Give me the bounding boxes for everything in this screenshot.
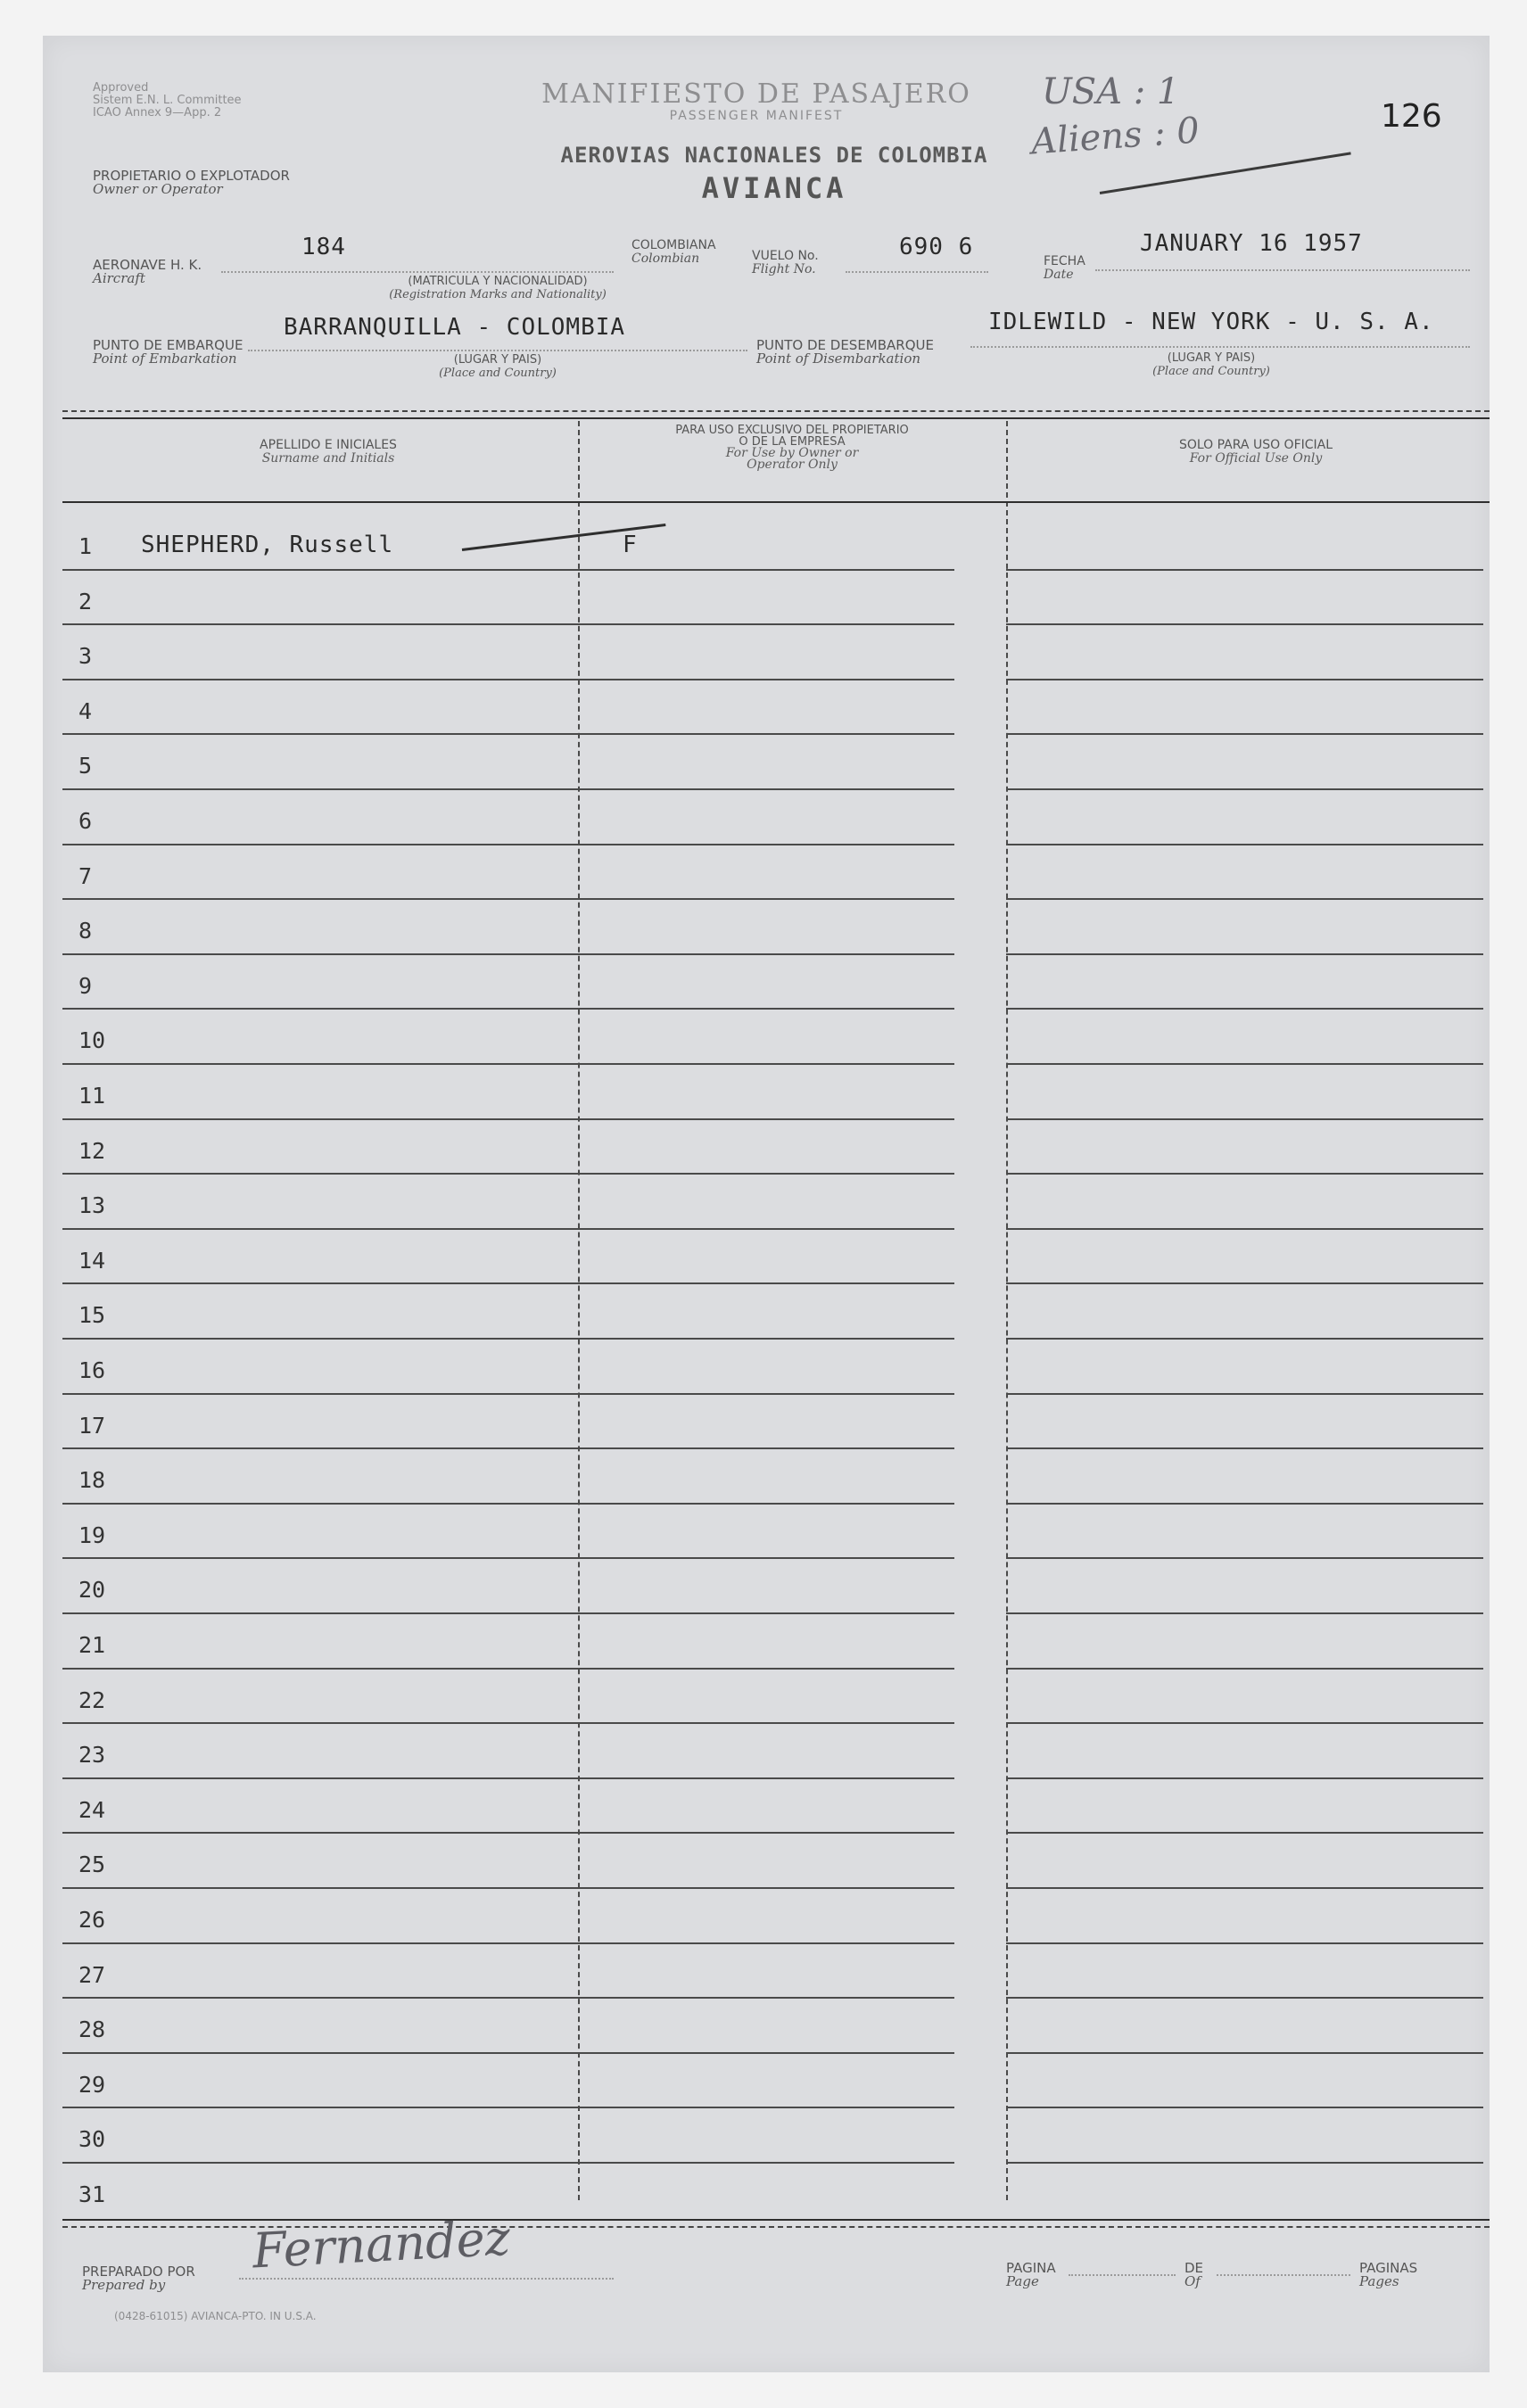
row-number: 16: [78, 1357, 106, 1383]
row-number: 18: [78, 1467, 106, 1494]
row-number: 28: [78, 2016, 106, 2043]
row-rule: [62, 1338, 954, 1340]
paginas-label: PAGINAS Pages: [1359, 2260, 1418, 2289]
column-header-name: APELLIDO E INICIALES Surname and Initials: [260, 438, 397, 466]
row-rule-official: [1006, 1777, 1483, 1779]
row-number: 20: [78, 1577, 106, 1604]
row-rule: [62, 1228, 954, 1230]
row-rule: [62, 844, 954, 845]
preparer-signature: Fernandez: [251, 2209, 512, 2280]
row-rule: [62, 1668, 954, 1670]
row-rule-official: [1006, 1118, 1483, 1120]
row-rule-official: [1006, 1832, 1483, 1834]
row-number: 4: [78, 697, 93, 724]
date-value: JANUARY 16 1957: [1140, 230, 1363, 257]
row-rule-official: [1006, 2107, 1483, 2108]
row-number: 25: [78, 1851, 106, 1878]
row-number: 8: [78, 918, 93, 944]
nationality-label: COLOMBIANA Colombian: [631, 238, 716, 266]
row-rule-official: [1006, 1997, 1483, 1999]
row-rule-official: [1006, 569, 1483, 571]
row-number: 3: [78, 643, 93, 670]
handwritten-stroke: [1100, 152, 1351, 194]
row-rule: [62, 1282, 954, 1284]
approval-line-2: Sistem E.N. L. Committee: [93, 94, 242, 107]
form-title: MANIFIESTO DE PASAJERO: [541, 78, 971, 110]
row-rule-official: [1006, 623, 1483, 625]
row-rule: [62, 1393, 954, 1395]
row-rule: [62, 1722, 954, 1724]
row-number: 27: [78, 1961, 106, 1988]
owner-label: PROPIETARIO O EXPLOTADOR Owner or Operator: [93, 168, 290, 197]
row-rule: [62, 2052, 954, 2054]
row-rule: [62, 1063, 954, 1065]
header-rule-bottom: [62, 417, 1490, 419]
row-rule: [62, 1832, 954, 1834]
row-rule-official: [1006, 679, 1483, 680]
row-rule-official: [1006, 788, 1483, 790]
operator-short-name: AVIANCA: [701, 171, 847, 205]
row-rule: [62, 1118, 954, 1120]
column-header-official: SOLO PARA USO OFICIAL For Official Use Only: [1178, 438, 1333, 466]
row-rule-official: [1006, 1503, 1483, 1505]
row-rule: [62, 898, 954, 900]
row-number: 12: [78, 1137, 106, 1164]
date-label: FECHA Date: [1044, 254, 1085, 282]
row-number: 30: [78, 2126, 106, 2153]
row-rule-official: [1006, 1393, 1483, 1395]
manifest-sheet: [43, 36, 1490, 2372]
row-rule-official: [1006, 953, 1483, 955]
row-number: 23: [78, 1742, 106, 1769]
embark-value: BARRANQUILLA - COLOMBIA: [284, 314, 626, 341]
row-number: 24: [78, 1796, 106, 1823]
owner-use-mark: F: [623, 532, 638, 558]
row-rule: [62, 1173, 954, 1175]
row-rule: [62, 1447, 954, 1449]
approval-line-1: Approved: [93, 81, 149, 95]
row-number: 17: [78, 1412, 106, 1439]
registration-label: (MATRICULA Y NACIONALIDAD) (Registration Marks and Nationality): [389, 275, 607, 301]
row-number: 29: [78, 2071, 106, 2098]
disembark-label: PUNTO DE DESEMBARQUE Point of Disembarkation: [756, 337, 934, 367]
column-divider-2: [1006, 421, 1008, 2200]
row-rule: [62, 788, 954, 790]
row-number: 19: [78, 1521, 106, 1548]
embark-label: PUNTO DE EMBARQUE Point of Embarkation: [93, 337, 243, 367]
row-number: 6: [78, 808, 93, 834]
row-rule-official: [1006, 1887, 1483, 1889]
prepared-by-label: PREPARADO POR Prepared by: [82, 2264, 195, 2293]
form-subtitle: PASSENGER MANIFEST: [669, 109, 844, 123]
row-rule: [62, 569, 954, 571]
aircraft-value: 184: [301, 234, 346, 260]
footer-rule-top: [62, 2219, 1490, 2221]
column-divider-1: [578, 421, 580, 2200]
row-number: 2: [78, 588, 93, 614]
column-header-owner: PARA USO EXCLUSIVO DEL PROPIETARIO O DE LA EMPRESA For Use by Owner or Operator Only: [675, 424, 909, 472]
row-number: 14: [78, 1247, 106, 1274]
row-number: 5: [78, 753, 93, 779]
handwritten-count-aliens: Aliens : 0: [1029, 110, 1201, 163]
row-number: 10: [78, 1027, 106, 1054]
row-number: 31: [78, 2181, 106, 2207]
row-rule-official: [1006, 1557, 1483, 1559]
row-rule-official: [1006, 1942, 1483, 1944]
handwritten-count-usa: USA : 1: [1042, 71, 1180, 112]
row-rule: [62, 1503, 954, 1505]
disembark-value: IDLEWILD - NEW YORK - U. S. A.: [988, 309, 1434, 335]
row-rule: [62, 1008, 954, 1010]
flight-value: 690 6: [899, 234, 974, 260]
place-label-right: (LUGAR Y PAIS) (Place and Country): [1152, 351, 1270, 378]
row-rule: [62, 679, 954, 680]
flight-label: VUELO No. Flight No.: [752, 249, 819, 276]
row-rule: [62, 1612, 954, 1614]
passenger-name: SHEPHERD, Russell: [141, 532, 394, 558]
row-rule-official: [1006, 2162, 1483, 2164]
header-rule-top: [62, 410, 1490, 412]
row-rule: [62, 2107, 954, 2108]
row-rule-official: [1006, 1447, 1483, 1449]
row-rule: [62, 1557, 954, 1559]
row-number: 7: [78, 862, 93, 889]
page-number: 126: [1381, 98, 1442, 135]
row-number: 26: [78, 1907, 106, 1933]
row-rule-official: [1006, 733, 1483, 735]
row-number: 15: [78, 1302, 106, 1329]
row-rule: [62, 1942, 954, 1944]
row-number: 21: [78, 1632, 106, 1658]
row-rule-official: [1006, 1668, 1483, 1670]
row-rule: [62, 2162, 954, 2164]
row-rule-official: [1006, 1338, 1483, 1340]
row-rule-official: [1006, 898, 1483, 900]
row-rule-official: [1006, 2052, 1483, 2054]
row-rule-official: [1006, 1008, 1483, 1010]
row-number: 13: [78, 1192, 106, 1219]
row-rule-official: [1006, 1282, 1483, 1284]
row-rule: [62, 953, 954, 955]
row-rule-official: [1006, 844, 1483, 845]
approval-block: [93, 82, 242, 120]
row-rule: [62, 733, 954, 735]
row-number: 9: [78, 972, 93, 999]
row-rule: [62, 1777, 954, 1779]
pagina-label: PAGINA Page: [1006, 2260, 1056, 2289]
de-label: DE Of: [1184, 2260, 1204, 2289]
row-number: 22: [78, 1686, 106, 1713]
place-label-left: (LUGAR Y PAIS) (Place and Country): [439, 353, 557, 380]
column-header-rule: [62, 501, 1490, 503]
row-rule-official: [1006, 1173, 1483, 1175]
row-number: 11: [78, 1083, 106, 1109]
aircraft-label: AERONAVE H. K. Aircraft: [93, 257, 202, 286]
row-rule-official: [1006, 1063, 1483, 1065]
row-rule-official: [1006, 1722, 1483, 1724]
row-number: 1: [78, 533, 93, 559]
row-rule: [62, 1997, 954, 1999]
operator-name: AEROVIAS NACIONALES DE COLOMBIA: [560, 143, 988, 168]
row-rule-official: [1006, 1228, 1483, 1230]
approval-line-3: ICAO Annex 9—App. 2: [93, 106, 222, 120]
row-rule-official: [1006, 1612, 1483, 1614]
row-rule: [62, 1887, 954, 1889]
print-code: (0428-61015) AVIANCA-PTO. IN U.S.A.: [114, 2310, 317, 2322]
row-rule: [62, 623, 954, 625]
